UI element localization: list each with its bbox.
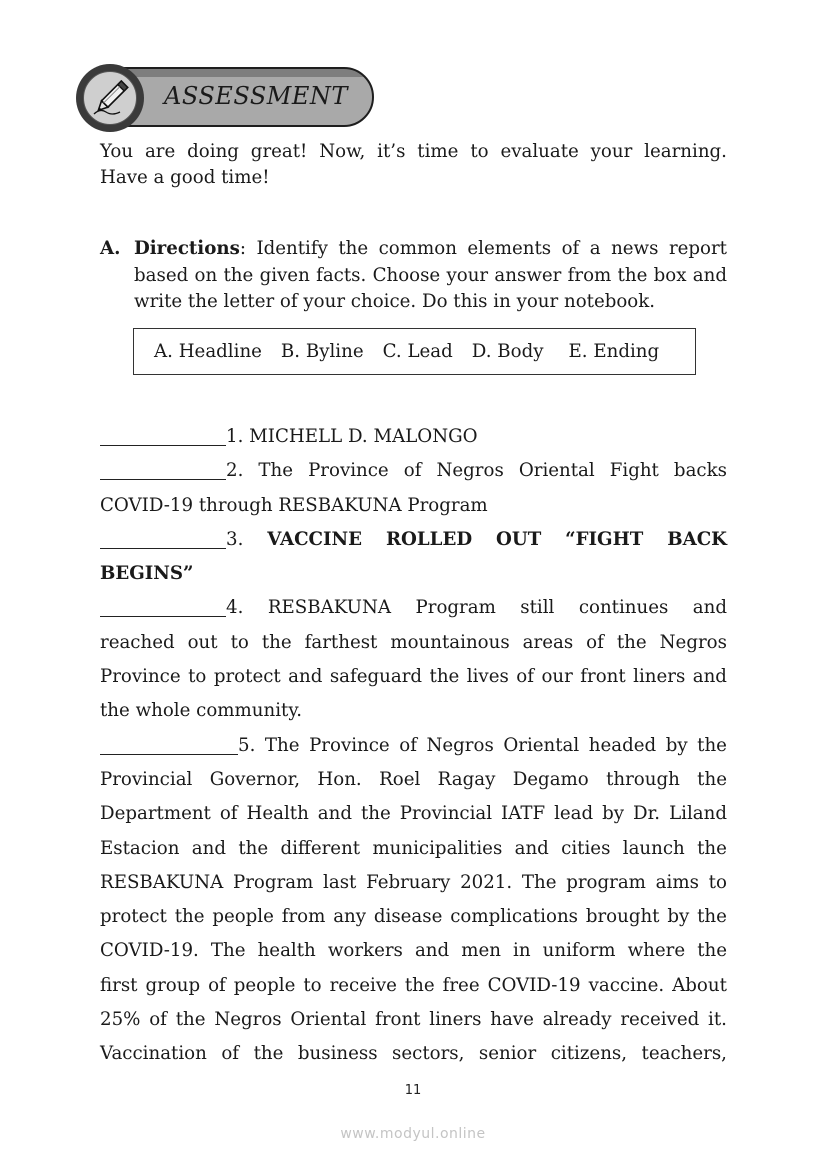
word: our — [541, 666, 573, 688]
word: it. — [708, 1009, 727, 1031]
word: Dr. — [633, 803, 661, 825]
word: out — [187, 631, 218, 653]
word: the — [616, 631, 647, 653]
item-3-number: 3. — [226, 528, 244, 550]
word: of — [586, 631, 604, 653]
word: of — [221, 1043, 240, 1065]
word: aims — [655, 871, 699, 893]
item-5-line-5 — [100, 866, 727, 900]
word: program — [566, 871, 646, 893]
word: and — [317, 803, 352, 825]
word: IATF — [501, 803, 546, 825]
word: COVID-19. — [100, 940, 199, 962]
word: Liland — [669, 803, 727, 825]
item-5-number: 5. — [238, 734, 256, 756]
word: The — [210, 940, 246, 962]
intro-line-2: Have a good time! — [100, 167, 270, 188]
directions-text — [134, 236, 727, 316]
word: February — [366, 871, 451, 893]
word: liners — [633, 666, 686, 688]
word: have — [490, 1009, 534, 1031]
word: through — [606, 768, 680, 790]
word: to — [188, 666, 207, 688]
word: and — [414, 940, 450, 962]
item-5-line-10 — [100, 1037, 727, 1071]
word: senior — [478, 1043, 537, 1065]
word: municipalities — [372, 837, 503, 859]
item-5-line-4 — [100, 832, 727, 866]
intro-line-1 — [100, 139, 727, 165]
word: Health — [246, 803, 309, 825]
choice-byline: B. Byline — [280, 341, 364, 362]
word: lead — [554, 803, 594, 825]
section-letter: A. — [100, 238, 121, 259]
item-5 — [100, 729, 727, 763]
intro-paragraph — [100, 139, 727, 191]
word: front — [375, 1009, 421, 1031]
word: men — [461, 940, 501, 962]
word: citizens, — [550, 1043, 628, 1065]
item-3-line-2: BEGINS” — [100, 563, 194, 585]
word: learning. — [644, 141, 727, 162]
banner-title: ASSESSMENT — [164, 82, 348, 110]
word: Degamo — [512, 768, 589, 790]
word: safeguard — [329, 666, 423, 688]
word: the — [404, 974, 435, 996]
choice-headline: A. Headline — [154, 341, 262, 362]
word: farthest — [304, 631, 378, 653]
word: people — [212, 906, 274, 928]
assessment-banner — [76, 64, 378, 132]
item-3 — [100, 523, 727, 557]
word: COVID-19 — [487, 974, 581, 996]
word: by — [667, 906, 690, 928]
word: areas — [522, 631, 574, 653]
word: the — [360, 803, 391, 825]
word: protect — [100, 906, 167, 928]
word: teachers, — [641, 1043, 727, 1065]
answer-blank-5[interactable] — [100, 733, 238, 755]
word: RESBAKUNA — [267, 597, 392, 619]
word: complications — [450, 906, 578, 928]
word: free — [442, 974, 480, 996]
word: headed — [588, 734, 657, 756]
word: Negros — [214, 1009, 282, 1031]
word: “FIGHT — [565, 528, 644, 550]
word: Program — [232, 871, 314, 893]
word: from — [281, 906, 326, 928]
banner-icon-circle — [76, 64, 144, 132]
answer-blank-4[interactable] — [100, 595, 226, 617]
word: the — [238, 837, 269, 859]
page-number: 11 — [404, 1083, 422, 1098]
watermark-link[interactable]: www.modyul.online — [340, 1126, 486, 1142]
word: the — [174, 906, 205, 928]
word: of — [403, 460, 422, 482]
item-1-number: 1. — [226, 426, 244, 447]
word: and — [692, 597, 727, 619]
word: Oriental — [290, 1009, 367, 1031]
word: launch — [622, 837, 685, 859]
word: backs — [673, 460, 727, 482]
word: any — [333, 906, 367, 928]
word: RESBAKUNA — [100, 871, 224, 893]
answer-choices-box — [133, 328, 696, 375]
item-2 — [100, 454, 727, 488]
answer-blank-1[interactable] — [100, 424, 226, 446]
word: doing — [187, 141, 239, 162]
item-5-line-9 — [100, 1003, 727, 1037]
word: Negros — [426, 734, 494, 756]
item-5-line-2 — [100, 763, 727, 797]
assessment-items — [100, 420, 727, 1072]
word: liners — [429, 1009, 482, 1031]
word: Province — [309, 734, 390, 756]
word: and — [514, 837, 549, 859]
word: and — [191, 837, 226, 859]
answer-blank-2[interactable] — [100, 458, 226, 480]
item-4-line-4: the whole community. — [100, 700, 302, 722]
word: already — [542, 1009, 612, 1031]
word: of — [149, 1009, 167, 1031]
word: of — [208, 974, 226, 996]
word: by — [665, 734, 688, 756]
item-4-number: 4. — [226, 597, 244, 619]
word: and — [288, 666, 323, 688]
word: to — [470, 141, 489, 162]
word: still — [520, 597, 555, 619]
item-2-line-2: COVID-19 through RESBAKUNA Program — [100, 494, 488, 516]
directions-block — [100, 236, 727, 316]
word: evaluate — [500, 141, 579, 162]
item-4-line-2 — [100, 626, 727, 660]
word: in — [513, 940, 531, 962]
word: to — [303, 974, 322, 996]
word: ROLLED — [385, 528, 473, 550]
word: Governor, — [209, 768, 301, 790]
answer-blank-3[interactable] — [100, 527, 226, 549]
word: front — [580, 666, 626, 688]
word: Oriental — [503, 734, 580, 756]
word: where — [627, 940, 686, 962]
word: Province — [100, 666, 181, 688]
item-5-line-8 — [100, 969, 727, 1003]
word: reached — [100, 631, 175, 653]
word: the — [697, 734, 727, 756]
word: the — [697, 837, 727, 859]
word: uniform — [542, 940, 616, 962]
word: Ragay — [437, 768, 496, 790]
word: business — [297, 1043, 378, 1065]
word: your — [590, 141, 633, 162]
word: great! — [250, 141, 308, 162]
word: Roel — [379, 768, 421, 790]
word: and — [692, 666, 727, 688]
word: Provincial — [100, 768, 193, 790]
item-5-line-7 — [100, 934, 727, 968]
word: Vaccination — [100, 1043, 207, 1065]
word: vaccine. — [588, 974, 665, 996]
word: the — [697, 940, 727, 962]
word: 25% — [100, 1009, 141, 1031]
word: by — [602, 803, 625, 825]
word: Oriental — [518, 460, 595, 482]
word: to — [230, 631, 249, 653]
choice-lead: C. Lead — [382, 341, 453, 362]
word: Now, — [319, 141, 366, 162]
word: Provincial — [399, 803, 493, 825]
word: cities — [561, 837, 611, 859]
word: received — [620, 1009, 700, 1031]
word: people — [233, 974, 296, 996]
word: The — [521, 871, 557, 893]
word: Fight — [609, 460, 659, 482]
word: protect — [213, 666, 281, 688]
word: Program — [415, 597, 496, 619]
word: The — [264, 734, 300, 756]
word: The — [258, 460, 294, 482]
word: of — [516, 666, 534, 688]
word: the — [175, 1009, 206, 1031]
word: continues — [578, 597, 669, 619]
pencil-icon — [86, 74, 134, 122]
word: About — [672, 974, 727, 996]
word: 2021. — [460, 871, 513, 893]
item-4 — [100, 591, 727, 625]
item-5-line-3 — [100, 797, 727, 831]
word: health — [257, 940, 316, 962]
word: workers — [327, 940, 403, 962]
word: the — [253, 1043, 284, 1065]
word: Province — [308, 460, 389, 482]
word: to — [708, 871, 727, 893]
item-1 — [100, 420, 727, 454]
choice-body: D. Body — [471, 341, 544, 362]
word: receive — [329, 974, 397, 996]
word: the — [429, 666, 460, 688]
word: brought — [585, 906, 660, 928]
word: Negros — [659, 631, 727, 653]
choice-ending: E. Ending — [568, 341, 660, 362]
word: VACCINE — [267, 528, 363, 550]
word: group — [145, 974, 201, 996]
word: different — [280, 837, 361, 859]
word: it’s — [377, 141, 406, 162]
item-5-line-6 — [100, 900, 727, 934]
word: disease — [373, 906, 443, 928]
word: Negros — [436, 460, 504, 482]
directions-instructions: : Identify the common elements of a news report based on the given facts. Choose your answer from the box and write the letter of your choice. Do this in your notebook. — [134, 238, 727, 312]
word: OUT — [496, 528, 542, 550]
word: lives — [466, 666, 509, 688]
item-1-text: MICHELL D. MALONGO — [249, 426, 478, 447]
word: Department — [100, 803, 211, 825]
directions-label: Directions — [134, 238, 240, 259]
word: the — [261, 631, 292, 653]
word: the — [697, 768, 727, 790]
word: last — [323, 871, 357, 893]
word: of — [399, 734, 417, 756]
word: the — [697, 906, 727, 928]
item-4-line-3 — [100, 660, 727, 694]
word: Hon. — [317, 768, 362, 790]
word: BACK — [667, 528, 727, 550]
word: are — [144, 141, 176, 162]
word: Estacion — [100, 837, 180, 859]
word: of — [219, 803, 238, 825]
word: first — [100, 974, 138, 996]
word: You — [100, 141, 134, 162]
word: time — [417, 141, 459, 162]
word: sectors, — [392, 1043, 465, 1065]
item-2-number: 2. — [226, 460, 244, 482]
word: mountainous — [390, 631, 510, 653]
